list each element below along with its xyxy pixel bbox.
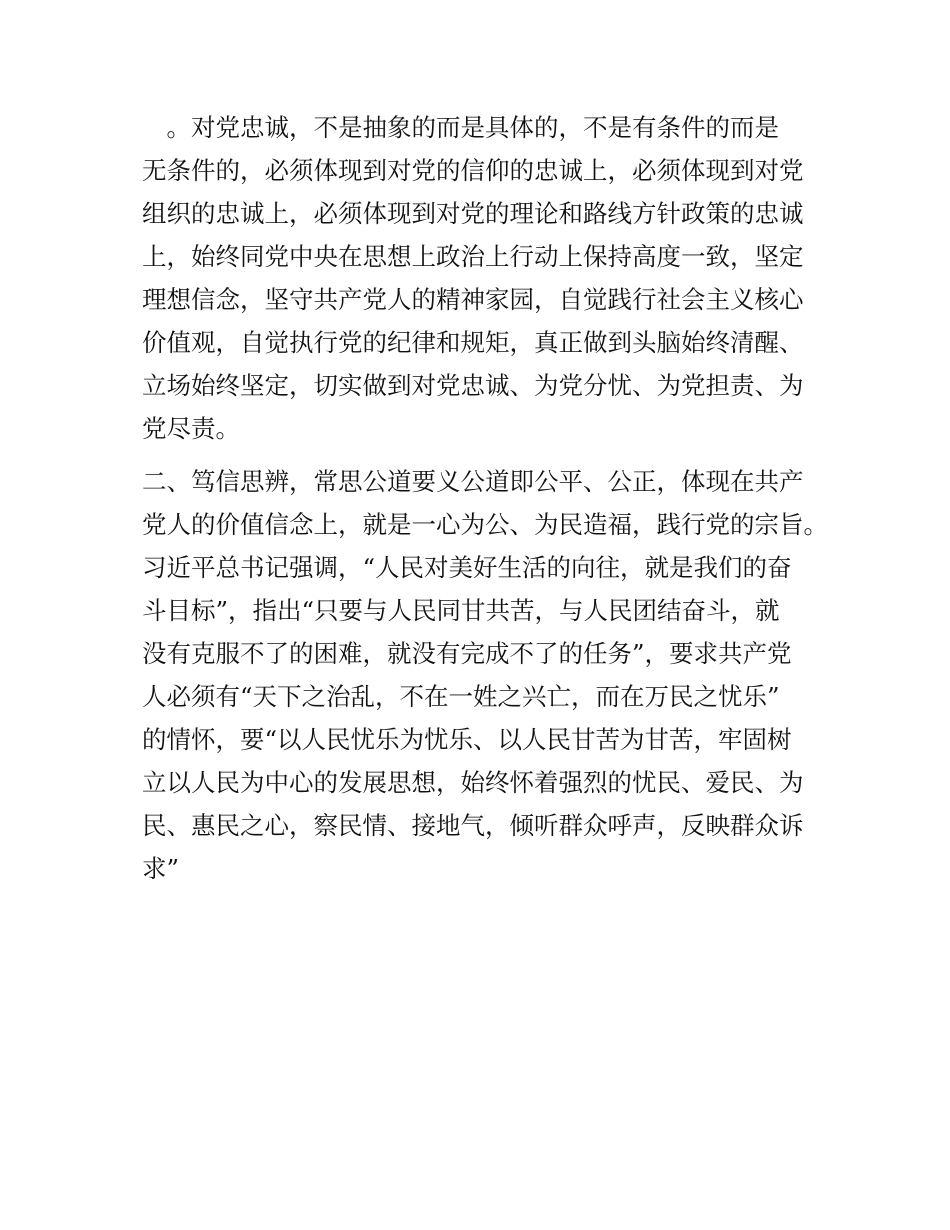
text-line: 党尽责。 bbox=[142, 414, 240, 443]
text-line: 民、惠民之心，察民情、接地气，倾听群众呼声，反映群众诉 bbox=[142, 811, 804, 840]
text-line: 人必须有“天下之治乱，不在一姓之兴亡，而在万民之忧乐” bbox=[142, 682, 780, 711]
text-line: 党人的价值信念上，就是一心为公、为民造福，践行党的宗旨。 bbox=[142, 510, 828, 539]
text-line: 斗目标”，指出“只要与人民同甘共苦，与人民团结奋斗，就 bbox=[142, 596, 780, 625]
text-line: 习近平总书记强调，“人民对美好生活的向往，就是我们的奋 bbox=[142, 553, 792, 582]
text-line: 没有克服不了的困难，就没有完成不了的任务”，要求共产党 bbox=[142, 639, 792, 668]
text-line: 理想信念，坚守共产党人的精神家园，自觉践行社会主义核心 bbox=[142, 285, 804, 314]
text-line: 立以人民为中心的发展思想，始终怀着强烈的忧民、爱民、为 bbox=[142, 768, 804, 797]
text-line: 上，始终同党中央在思想上政治上行动上保持高度一致，坚定 bbox=[142, 242, 804, 271]
text-line: 组织的忠诚上，必须体现到对党的理论和路线方针政策的忠诚 bbox=[142, 199, 804, 228]
text-line: 二、笃信思辨，常思公道要义公道即公平、公正，体现在共产 bbox=[142, 467, 804, 496]
text-line: 立场始终坚定，切实做到对党忠诚、为党分忧、为党担责、为 bbox=[142, 371, 804, 400]
text-line: 价值观，自觉执行党的纪律和规矩，真正做到头脑始终清醒、 bbox=[142, 328, 804, 357]
text-line: 。对党忠诚，不是抽象的而是具体的，不是有条件的而是 bbox=[142, 113, 779, 142]
text-line: 求” bbox=[142, 854, 180, 883]
text-line: 的情怀，要“以人民忧乐为忧乐、以人民甘苦为甘苦，牢固树 bbox=[142, 725, 792, 754]
text-line: 无条件的，必须体现到对党的信仰的忠诚上，必须体现到对党 bbox=[142, 156, 804, 185]
